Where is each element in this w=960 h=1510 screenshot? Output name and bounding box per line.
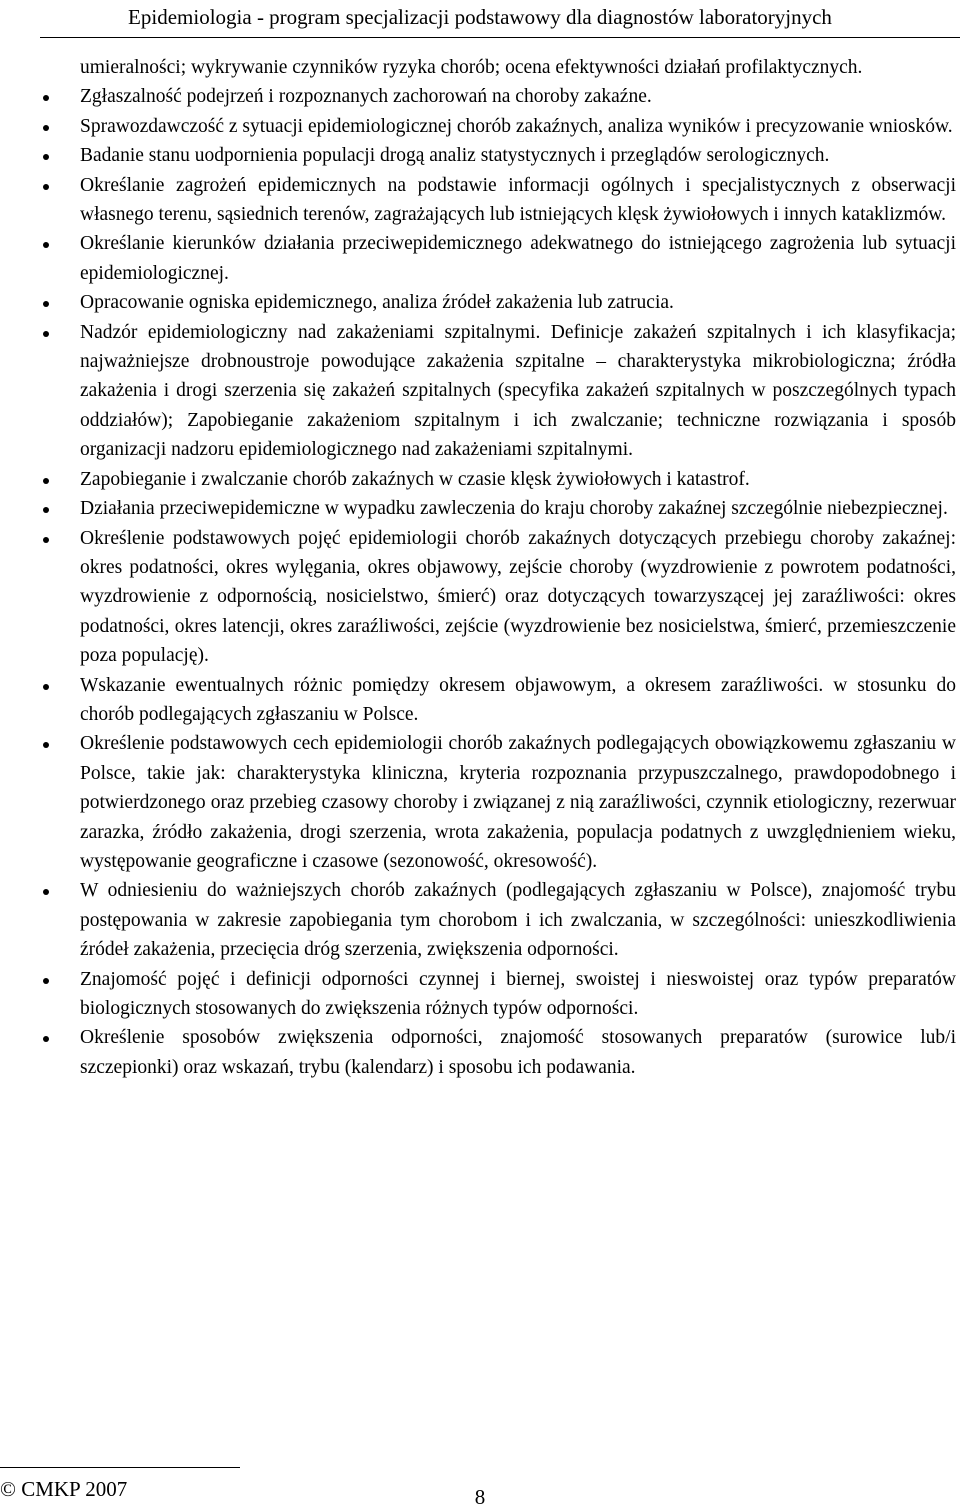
list-item bbox=[80, 494, 956, 523]
continued-paragraph: umieralności; wykrywanie czynników ryzyka chorób; ocena efektywności działań profilaktycznych. bbox=[80, 57, 863, 78]
header-divider bbox=[40, 37, 960, 38]
page-number: 8 bbox=[474, 1485, 486, 1509]
list-item bbox=[80, 729, 956, 876]
bullet-icon bbox=[43, 301, 49, 307]
list-item-text: Określenie podstawowych pojęć epidemiologii chorób zakaźnych dotyczących przebiegu choroby zakaźnej: okres podatności, okres wylęgania, okres objawowy, zejście choroby (wyzdrowienie z powrotem podatności, wyzdrowienie z odpornością, nosicielstwo, śmierć) oraz dotyczących towarzyszącej jej zaraźliwości: okres podatności, okres latencji, okres zaraźliwości, zejście (wyzdrowienie bez nosicielstwa, śmierć, przemieszczenie poza populację). bbox=[80, 527, 956, 667]
bullet-icon bbox=[43, 507, 49, 513]
list-item-text: Określenie podstawowych cech epidemiologii chorób zakaźnych podlegających obowiązkowemu zgłaszaniu w Polsce, takie jak: charakterystyka kliniczna, kryteria rozpoznania przypuszczalnego, prawdopodobnego i potwierdzonego oraz przebieg czasowy choroby i związanej z nią zaraźliwości, czynnik etiologiczny, rezerwuar zarazka, źródło zakażenia, drogi szerzenia, wrota zakażenia, populacja podatnych z uwzględnieniem wieku, występowanie geograficzne i czasowe (sezonowość, okresowość). bbox=[80, 733, 956, 872]
list-item-text: Znajomość pojęć i definicji odporności czynnej i biernej, swoistej i nieswoistej oraz typów preparatów biologicznych stosowanych do zwiększenia różnych typów odporności. bbox=[80, 968, 956, 1019]
list-item-text: Zapobieganie i zwalczanie chorób zakaźnych w czasie klęsk żywiołowych i katastrof. bbox=[80, 468, 750, 490]
list-item-text: Określenie sposobów zwiększenia odporności, znajomość stosowanych preparatów (surowice lub/i szczepionki) oraz wskazań, trybu (kalendarz) i sposobu ich podawania. bbox=[80, 1027, 956, 1078]
list-item bbox=[80, 141, 956, 170]
bullet-icon bbox=[43, 242, 49, 248]
list-item-text: W odniesieniu do ważniejszych chorób zakaźnych (podlegających zgłaszaniu w Polsce), znajomość trybu postępowania w zakresie zapobiegania tym chorobom i ich zwalczania, w szczególności: unieszkodliwienia źródeł zakażenia, przecięcia dróg szerzenia, zwiększenia odporności. bbox=[80, 880, 956, 961]
list-item-text: Działania przeciwepidemiczne w wypadku zawleczenia do kraju choroby zakaźnej szczególnie niebezpiecznej. bbox=[80, 498, 948, 520]
bullet-icon bbox=[43, 1036, 49, 1042]
list-item bbox=[80, 229, 956, 288]
list-item bbox=[80, 82, 956, 111]
bullet-icon bbox=[43, 184, 49, 190]
list-item bbox=[80, 288, 956, 317]
bullet-icon bbox=[43, 125, 49, 131]
list-item bbox=[80, 171, 956, 230]
list-item bbox=[80, 524, 956, 671]
list-item bbox=[80, 318, 956, 465]
list-item bbox=[80, 876, 956, 964]
list-item-text: Badanie stanu uodpornienia populacji drogą analiz statystycznych i przeglądów serologicznych. bbox=[80, 145, 830, 167]
list-item bbox=[80, 1023, 956, 1082]
bullet-icon bbox=[43, 889, 49, 895]
document-body bbox=[80, 53, 956, 1082]
bullet-icon bbox=[43, 684, 49, 690]
bullet-icon bbox=[43, 95, 49, 101]
list-item-text: Określanie zagrożeń epidemicznych na podstawie informacji ogólnych i specjalistycznych z obserwacji własnego terenu, sąsiednich terenów, zagrażających lub istniejących klęsk żywiołowych i innych kataklizmów. bbox=[80, 174, 956, 226]
bullet-icon bbox=[43, 154, 49, 160]
list-item-text: Opracowanie ogniska epidemicznego, analiza źródeł zakażenia lub zatrucia. bbox=[80, 292, 674, 314]
bullet-list bbox=[80, 82, 956, 1082]
bullet-icon bbox=[43, 978, 49, 984]
bullet-icon bbox=[43, 537, 49, 543]
list-item-text: Sprawozdawczość z sytuacji epidemiologicznej chorób zakaźnych, analiza wyników i precyzowanie wniosków. bbox=[80, 115, 953, 137]
footer-divider bbox=[0, 1467, 240, 1468]
list-item-text: Wskazanie ewentualnych różnic pomiędzy okresem objawowym, a okresem zaraźliwości. w stosunku do chorób podlegających zgłaszaniu w Polsce. bbox=[80, 674, 956, 725]
list-item bbox=[80, 671, 956, 730]
list-item bbox=[80, 965, 956, 1024]
bullet-icon bbox=[43, 742, 49, 748]
bullet-icon bbox=[43, 331, 49, 337]
list-item-text: Zgłaszalność podejrzeń i rozpoznanych zachorowań na choroby zakaźne. bbox=[80, 86, 652, 108]
copyright-notice: © CMKP 2007 bbox=[0, 1477, 128, 1501]
list-item bbox=[80, 112, 956, 141]
bullet-icon bbox=[43, 478, 49, 484]
running-header: Epidemiologia - program specjalizacji podstawowy dla diagnostów laboratoryjnych bbox=[128, 5, 832, 29]
list-item-text: Określanie kierunków działania przeciwepidemicznego adekwatnego do istniejącego zagrożenia lub sytuacji epidemiologicznej. bbox=[80, 233, 956, 284]
list-item-text: Nadzór epidemiologiczny nad zakażeniami szpitalnymi. Definicje zakażeń szpitalnych i ich klasyfikacja; najważniejsze drobnoustroje powodujące zakażenia szpitalne – charakterystyka mikrobiologiczna; źródła zakażenia i drogi szerzenia się zakażeń szpitalnych (specyfika zakażeń szpitalnych w poszczególnych typach oddziałów); Zapobieganie zakażeniom szpitalnym i ich zwalczanie; techniczne rozwiązania i sposób organizacji nadzoru epidemiologicznego nad zakażeniami szpitalnymi. bbox=[80, 321, 956, 461]
list-item bbox=[80, 465, 956, 494]
